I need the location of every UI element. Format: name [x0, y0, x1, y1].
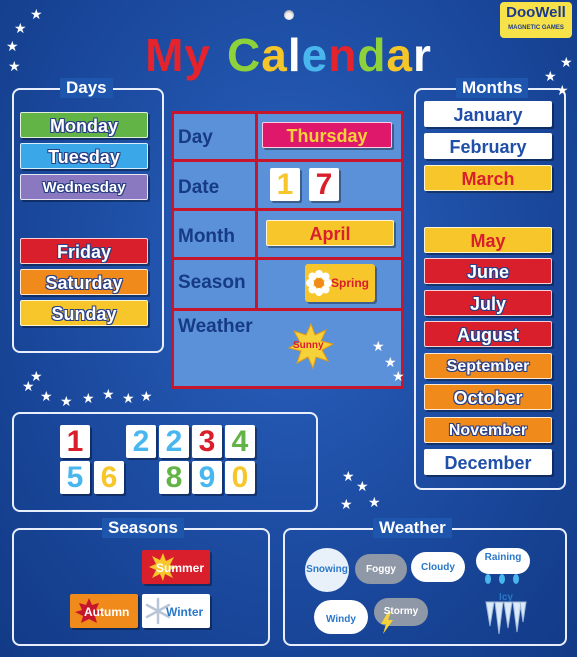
- summer-label: Summer: [156, 561, 205, 575]
- raining-tile[interactable]: [476, 546, 530, 586]
- star-icon: ★: [8, 59, 21, 75]
- season-row-label: Season: [178, 272, 246, 293]
- star-icon: ★: [372, 339, 385, 355]
- star-icon: ★: [556, 83, 569, 99]
- summer-tile[interactable]: [142, 550, 210, 584]
- autumn-tile[interactable]: [70, 594, 138, 628]
- title-letter: d: [357, 29, 387, 81]
- month-tile[interactable]: August: [424, 321, 552, 347]
- star-icon: ★: [102, 387, 115, 403]
- number-tile[interactable]: 3: [192, 425, 222, 458]
- star-icon: ★: [392, 369, 405, 385]
- weather-row-label: Weather: [178, 316, 253, 337]
- star-icon: ★: [122, 391, 135, 407]
- today-weather-label: Sunny: [293, 340, 324, 351]
- star-icon: ★: [342, 469, 355, 485]
- star-icon: ★: [340, 497, 353, 513]
- seasons-panel-title: Seasons: [102, 518, 184, 538]
- number-tile[interactable]: 6: [94, 461, 124, 494]
- months-panel-title: Months: [456, 78, 528, 98]
- number-tile[interactable]: 2: [126, 425, 156, 458]
- rain-drops-icon: [476, 572, 530, 586]
- day-tile[interactable]: Saturday: [20, 269, 148, 295]
- star-icon: ★: [30, 7, 43, 23]
- icy-tile[interactable]: [484, 592, 528, 636]
- month-tile[interactable]: May: [424, 227, 552, 253]
- day-tile[interactable]: Monday: [20, 112, 148, 138]
- month-tile[interactable]: July: [424, 290, 552, 316]
- month-row-label: Month: [178, 226, 235, 247]
- cloudy-label: Cloudy: [421, 562, 455, 573]
- title-letter: a: [386, 29, 414, 81]
- month-tile[interactable]: October: [424, 384, 552, 410]
- number-tile[interactable]: 1: [60, 425, 90, 458]
- star-icon: ★: [14, 21, 27, 37]
- day-tile[interactable]: Tuesday: [20, 143, 148, 169]
- number-tile[interactable]: 9: [192, 461, 222, 494]
- today-day-tile[interactable]: Thursday: [262, 122, 392, 148]
- seasons-panel: [12, 518, 270, 646]
- foggy-label: Foggy: [366, 564, 396, 575]
- winter-label: Winter: [166, 605, 204, 619]
- title-letter: M: [145, 29, 185, 81]
- month-tile[interactable]: March: [424, 165, 552, 191]
- star-icon: ★: [544, 69, 557, 85]
- winter-tile[interactable]: [142, 594, 210, 628]
- star-icon: ★: [60, 394, 73, 410]
- stormy-label: Stormy: [383, 606, 419, 617]
- snowing-label: Snowing: [306, 564, 348, 575]
- cloudy-tile[interactable]: [411, 548, 465, 584]
- title-letter: r: [413, 29, 432, 81]
- day-tile[interactable]: Wednesday: [20, 174, 148, 200]
- today-season-tile[interactable]: [305, 264, 375, 302]
- weather-panel-title: Weather: [373, 518, 452, 538]
- star-icon: ★: [368, 495, 381, 511]
- page-title: [0, 28, 577, 85]
- title-letter: C: [227, 29, 262, 81]
- star-icon: ★: [82, 391, 95, 407]
- windy-label: Windy: [326, 614, 356, 625]
- title-letter: e: [301, 29, 329, 81]
- icy-label: Icy: [499, 592, 513, 603]
- hanging-hole: [284, 10, 294, 20]
- today-date-digit-2[interactable]: 7: [309, 168, 339, 201]
- star-icon: ★: [384, 355, 397, 371]
- date-row-label: Date: [178, 177, 220, 198]
- month-tile[interactable]: February: [424, 133, 552, 159]
- month-tile[interactable]: January: [424, 101, 552, 127]
- star-icon: ★: [560, 55, 573, 71]
- title-letter: a: [261, 29, 288, 81]
- brand-name: DooWell: [506, 4, 566, 21]
- foggy-tile[interactable]: [355, 550, 407, 586]
- number-tile[interactable]: 5: [60, 461, 90, 494]
- star-icon: ★: [30, 369, 43, 385]
- snowing-tile[interactable]: [305, 548, 349, 592]
- star-icon: ★: [140, 389, 153, 405]
- brand-tagline: MAGNETIC GAMES: [508, 25, 564, 31]
- number-tile[interactable]: 0: [225, 461, 255, 494]
- title-letter: y: [184, 29, 211, 81]
- title-letter: n: [328, 29, 358, 81]
- flower-icon: [306, 270, 332, 296]
- star-icon: ★: [22, 379, 35, 395]
- month-tile[interactable]: September: [424, 353, 552, 379]
- month-tile[interactable]: June: [424, 258, 552, 284]
- number-tile[interactable]: 8: [159, 461, 189, 494]
- day-tile[interactable]: Friday: [20, 238, 148, 264]
- title-letter: l: [287, 29, 302, 81]
- raining-label: Raining: [484, 552, 522, 563]
- month-tile[interactable]: December: [424, 449, 552, 475]
- day-tile[interactable]: Sunday: [20, 300, 148, 326]
- today-season-label: Spring: [331, 276, 369, 290]
- star-icon: ★: [356, 479, 369, 495]
- number-tile[interactable]: 4: [225, 425, 255, 458]
- days-panel-title: Days: [60, 78, 113, 98]
- month-tile[interactable]: November: [424, 417, 552, 443]
- day-row-label: Day: [178, 127, 213, 148]
- star-icon: ★: [40, 389, 53, 405]
- star-icon: ★: [6, 39, 19, 55]
- autumn-label: Autumn: [84, 605, 130, 619]
- stormy-tile[interactable]: [374, 596, 428, 636]
- windy-tile[interactable]: [314, 598, 368, 636]
- today-weather-tile[interactable]: [287, 322, 335, 370]
- number-tile[interactable]: 2: [159, 425, 189, 458]
- today-date-digit-1[interactable]: 1: [270, 168, 300, 201]
- today-month-tile[interactable]: April: [266, 220, 394, 246]
